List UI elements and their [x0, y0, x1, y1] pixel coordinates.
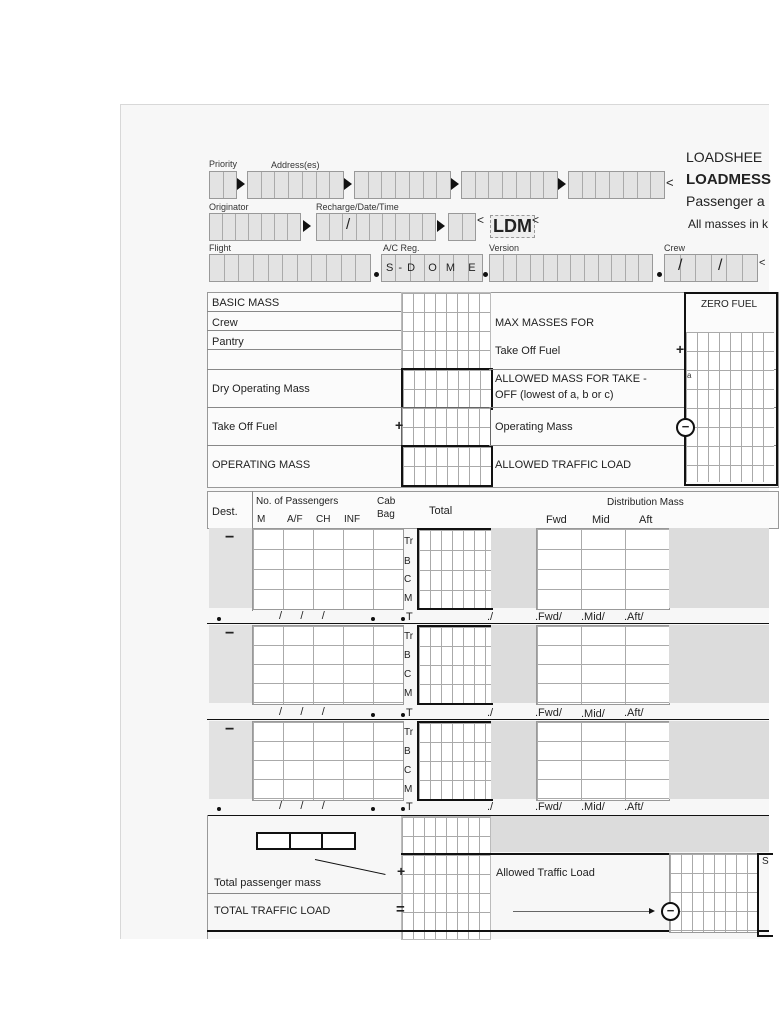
code-b: B: [404, 650, 411, 661]
dest-header: Dest.: [212, 506, 238, 518]
dist-shade: [491, 528, 536, 608]
crew-slash-1: /: [678, 257, 683, 274]
code-t: T: [406, 707, 413, 719]
operating-mass-right-label: Operating Mass: [495, 421, 573, 433]
ac-reg-label: A/C Reg.: [383, 243, 420, 253]
operating-mass-label: OPERATING MASS: [212, 459, 311, 471]
bullet-dot: [657, 272, 662, 277]
originator-field[interactable]: [209, 213, 301, 241]
arrow-right-icon: [303, 220, 311, 232]
minus-circle-icon: −: [676, 418, 695, 437]
code-t: T: [406, 611, 413, 623]
originator-label: Originator: [209, 202, 249, 212]
take-off-fuel-grid[interactable]: [401, 407, 491, 446]
code-t: T: [406, 801, 413, 813]
row-divider: [207, 407, 401, 408]
form-subtitle-units: All masses in k: [688, 217, 769, 231]
recharge-label: Recharge/Date/Time: [316, 202, 399, 212]
arrow-right-icon: [558, 178, 566, 190]
dist-footer-start: ./: [487, 801, 494, 813]
pax-mass-boxes[interactable]: [256, 832, 356, 850]
dist-shade: [491, 816, 769, 852]
crew-label: Crew: [664, 243, 686, 253]
distribution-mass-header: Distribution Mass: [607, 497, 684, 508]
allowed-mass-sublabel: OFF (lowest of a, b or c): [495, 389, 614, 401]
col-m-header: M: [257, 514, 266, 525]
allowed-traffic-grid[interactable]: [669, 853, 759, 933]
code-c: C: [404, 669, 412, 680]
row-divider: [207, 349, 401, 350]
bullet-dot: [401, 807, 405, 811]
plus-sign: +: [397, 863, 406, 879]
less-than-mark: <: [532, 213, 540, 227]
bullet-dot: [483, 272, 488, 277]
dist-footer-start: ./: [487, 611, 494, 623]
dry-operating-mass-label: Dry Operating Mass: [212, 383, 310, 395]
section-divider: [207, 623, 769, 624]
dist-footer-fwd: .Fwd/: [535, 707, 562, 719]
address-field-2[interactable]: [354, 171, 451, 199]
row-divider: [207, 893, 401, 894]
form-title-passenger: Passenger a: [686, 193, 765, 209]
crew-mass-label: Crew: [212, 317, 238, 329]
bullet-dot: [401, 617, 405, 621]
take-off-fuel-right-label: Take Off Fuel: [495, 345, 561, 357]
bullet-dot: [371, 617, 375, 621]
form-title-loadmessage: LOADMESS: [686, 171, 772, 188]
arrow-right-icon: [451, 178, 459, 190]
pax-slashes: / / /: [279, 800, 325, 812]
pax-slashes: / / /: [279, 610, 325, 622]
flight-field[interactable]: [209, 254, 371, 282]
row-divider: [207, 369, 401, 370]
allowed-traffic-load-footer-label: Allowed Traffic Load: [496, 867, 595, 879]
equals-sign: =: [396, 901, 405, 918]
total-grid[interactable]: [417, 528, 493, 610]
total-pax-mass-label: Total passenger mass: [214, 877, 321, 889]
bullet-dot: [371, 807, 375, 811]
total-grid[interactable]: [417, 721, 493, 801]
code-c: C: [404, 765, 412, 776]
col-ch-header: CH: [316, 514, 331, 525]
dist-footer-mid: .Mid/: [581, 708, 605, 720]
arrow-right-icon: [237, 178, 245, 190]
allowed-mass-label: ALLOWED MASS FOR TAKE -: [495, 373, 647, 385]
minus-circle-icon: −: [661, 902, 680, 921]
pax-count-grid[interactable]: [252, 528, 404, 610]
take-off-fuel-label: Take Off Fuel: [212, 421, 278, 433]
code-c: C: [404, 574, 412, 585]
code-b: B: [404, 556, 411, 567]
dist-grid[interactable]: [536, 721, 670, 801]
dist-shade: [669, 528, 769, 608]
dist-footer-aft: .Aft/: [624, 801, 644, 813]
dist-footer-start: ./: [487, 707, 494, 719]
priority-label: Priority: [209, 159, 238, 169]
bullet-dot: [371, 713, 375, 717]
dist-footer-aft: .Aft/: [624, 707, 644, 719]
version-label: Version: [489, 243, 520, 253]
loadsheet-form: [120, 104, 772, 939]
dist-footer-fwd: .Fwd/: [535, 611, 562, 623]
ldm-code: LDM: [490, 215, 535, 238]
section-divider: [207, 719, 769, 720]
address-field-1[interactable]: [247, 171, 344, 199]
dist-aft-header: Aft: [639, 514, 653, 526]
no-passengers-header: No. of Passengers: [256, 496, 339, 507]
less-than-mark: <: [759, 257, 766, 269]
code-tr: Tr: [404, 727, 414, 738]
pantry-label: Pantry: [212, 336, 244, 348]
col-inf-header: INF: [344, 514, 361, 525]
dist-mid-header: Mid: [592, 514, 610, 526]
operating-mass-grid[interactable]: [401, 445, 493, 487]
dash-mark: −: [225, 625, 235, 642]
max-masses-label: MAX MASSES FOR: [495, 317, 595, 329]
row-divider: [207, 330, 401, 331]
recharge-field[interactable]: [316, 213, 436, 241]
zero-fuel-grid[interactable]: [686, 332, 774, 482]
less-than-mark: <: [666, 175, 674, 190]
form-title-loadsheet: LOADSHEE: [686, 149, 763, 165]
total-header: Total: [429, 505, 453, 517]
row-divider: [207, 445, 401, 446]
dist-shade: [669, 625, 769, 703]
version-field[interactable]: [489, 254, 653, 282]
total-grid[interactable]: [417, 625, 493, 705]
cab-bag-header-1: Cab: [377, 496, 396, 507]
a-mark: a: [687, 371, 692, 380]
dist-grid[interactable]: [536, 625, 670, 705]
arrow-line: [513, 911, 653, 912]
code-m: M: [404, 784, 413, 795]
dist-grid[interactable]: [536, 528, 670, 610]
time-field[interactable]: [448, 213, 476, 241]
bullet-dot: [217, 807, 221, 811]
recharge-slash: /: [346, 216, 351, 233]
code-m: M: [404, 688, 413, 699]
less-than-mark: <: [477, 213, 485, 227]
dash-mark: −: [225, 721, 235, 738]
zero-fuel-label: ZERO FUEL: [701, 299, 758, 310]
arrow-right-icon: [344, 178, 352, 190]
code-b: B: [404, 746, 411, 757]
plus-sign: +: [395, 417, 404, 433]
addresses-label: Address(es): [271, 160, 320, 170]
bullet-dot: [401, 713, 405, 717]
dist-shade: [491, 721, 536, 799]
dist-shade: [491, 625, 536, 703]
code-m: M: [404, 593, 413, 604]
bullet-dot: [217, 617, 221, 621]
cab-bag-header-2: Bag: [377, 509, 395, 520]
crew-slash-2: /: [718, 257, 723, 274]
dist-footer-aft: .Aft/: [624, 611, 644, 623]
address-field-4[interactable]: [568, 171, 665, 199]
arrow-right-icon: [649, 908, 655, 914]
pax-count-grid[interactable]: [252, 721, 404, 801]
dist-footer-fwd: .Fwd/: [535, 801, 562, 813]
arrow-right-icon: [437, 220, 445, 232]
priority-field[interactable]: [209, 171, 237, 199]
allowed-traffic-load-label: ALLOWED TRAFFIC LOAD: [495, 459, 632, 471]
plus-sign: +: [676, 341, 685, 357]
col-af-header: A/F: [287, 514, 303, 525]
ac-reg-value: S - D O M E: [386, 262, 477, 274]
s-mark: S: [762, 856, 769, 867]
total-traffic-load-label: TOTAL TRAFFIC LOAD: [214, 905, 331, 917]
basic-mass-grid[interactable]: [401, 292, 491, 370]
basic-mass-label: BASIC MASS: [212, 297, 280, 309]
code-tr: Tr: [404, 536, 414, 547]
flight-label: Flight: [209, 243, 232, 253]
dash-mark: −: [225, 529, 235, 546]
code-tr: Tr: [404, 631, 414, 642]
pax-count-grid[interactable]: [252, 625, 404, 705]
dist-footer-mid: .Mid/: [581, 801, 605, 813]
dist-shade: [669, 721, 769, 799]
dist-footer-mid: .Mid/: [581, 611, 605, 623]
pax-slashes: / / /: [279, 706, 325, 718]
row-divider: [207, 311, 401, 312]
total-traffic-grid[interactable]: [401, 816, 491, 940]
dist-fwd-header: Fwd: [546, 514, 567, 526]
address-field-3[interactable]: [461, 171, 558, 199]
dry-operating-mass-grid[interactable]: [401, 368, 493, 410]
bullet-dot: [374, 272, 379, 277]
